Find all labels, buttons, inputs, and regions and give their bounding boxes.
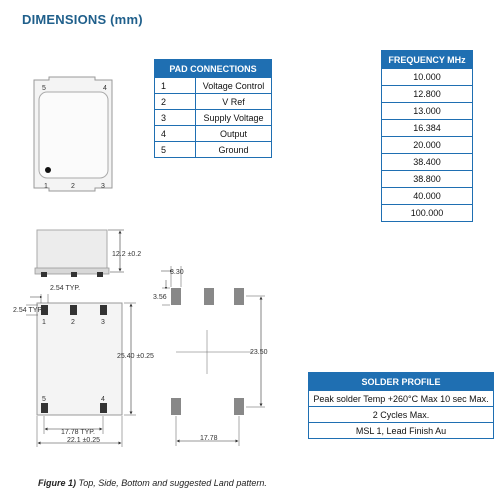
bottom-length-dimension: 25.40 ±0.25 (117, 353, 154, 360)
frequency-value: 100.000 (382, 205, 473, 222)
land-pad-height-dimension: 3.56 (153, 294, 167, 301)
bottom-view-outline (37, 303, 122, 415)
solder-profile-row: MSL 1, Lead Finish Au (309, 423, 494, 439)
bottom-pad (100, 305, 107, 315)
bottom-pad (41, 403, 48, 413)
land-pad (204, 288, 214, 305)
side-view (35, 230, 141, 277)
frequency-header: FREQUENCY MHz (382, 51, 473, 69)
pad-number: 2 (155, 94, 196, 110)
land-pad-width-dimension: 3.30 (170, 269, 184, 276)
pad-number: 1 (155, 78, 196, 94)
frequency-value: 12.800 (382, 86, 473, 103)
top-pin-label: 5 (42, 85, 46, 92)
pad-connections-header: PAD CONNECTIONS (155, 60, 272, 78)
pin1-marker-icon (45, 167, 51, 173)
land-pad (234, 398, 244, 415)
side-view-lead (71, 272, 77, 277)
land-column-spacing-dimension: 17.78 (200, 435, 218, 442)
pad-number: 5 (155, 142, 196, 158)
solder-profile-row: 2 Cycles Max. (309, 407, 494, 423)
bottom-pin-label: 1 (42, 319, 46, 326)
solder-profile-row: Peak solder Temp +260°C Max 10 sec Max. (309, 391, 494, 407)
bottom-pad-width-dimension: 2.54 TYP. (50, 285, 81, 292)
pad-function: Supply Voltage (196, 110, 272, 126)
pad-number: 3 (155, 110, 196, 126)
side-view-body (37, 230, 107, 270)
pad-function: Ground (196, 142, 272, 158)
top-pin-label: 2 (71, 183, 75, 190)
land-row-spacing-dimension: 23.50 (250, 349, 268, 356)
frequency-value: 40.000 (382, 188, 473, 205)
frequency-value: 13.000 (382, 103, 473, 120)
pad-number: 4 (155, 126, 196, 142)
figure-caption (38, 478, 267, 488)
frequency-value: 16.384 (382, 120, 473, 137)
side-view-lead (97, 272, 103, 277)
pad-function: Voltage Control (196, 78, 272, 94)
bottom-width-dimension: 22.1 ±0.25 (67, 437, 101, 444)
bottom-pin-label: 2 (71, 319, 75, 326)
bottom-pin-label: 3 (101, 319, 105, 326)
bottom-view (13, 285, 154, 447)
bottom-pad-height-dimension: 2.54 TYP. (13, 307, 44, 314)
bottom-pin-label: 4 (101, 396, 105, 403)
figure-number: Figure 1) (38, 478, 77, 488)
solder-profile-header: SOLDER PROFILE (309, 373, 494, 391)
frequency-value: 10.000 (382, 69, 473, 86)
figure-caption-text: Top, Side, Bottom and suggested Land pattern. (78, 478, 267, 488)
land-pad (171, 398, 181, 415)
top-view-lid (39, 92, 108, 178)
land-pattern (153, 266, 268, 446)
frequency-value: 38.400 (382, 154, 473, 171)
bottom-pad (70, 305, 77, 315)
side-view-lead (41, 272, 47, 277)
frequency-value: 20.000 (382, 137, 473, 154)
pad-function: V Ref (196, 94, 272, 110)
side-height-dimension: 12.2 ±0.2 (112, 251, 142, 258)
land-pad (234, 288, 244, 305)
land-pad (171, 288, 181, 305)
top-pin-label: 1 (44, 183, 48, 190)
top-pin-label: 3 (101, 183, 105, 190)
bottom-pad (100, 403, 107, 413)
frequency-value: 38.800 (382, 171, 473, 188)
bottom-pitch-dimension: 17.78 TYP. (61, 429, 95, 436)
bottom-pin-label: 5 (42, 396, 46, 403)
pad-function: Output (196, 126, 272, 142)
top-view (34, 77, 112, 191)
top-pin-label: 4 (103, 85, 107, 92)
page-title: DIMENSIONS (mm) (22, 12, 143, 27)
